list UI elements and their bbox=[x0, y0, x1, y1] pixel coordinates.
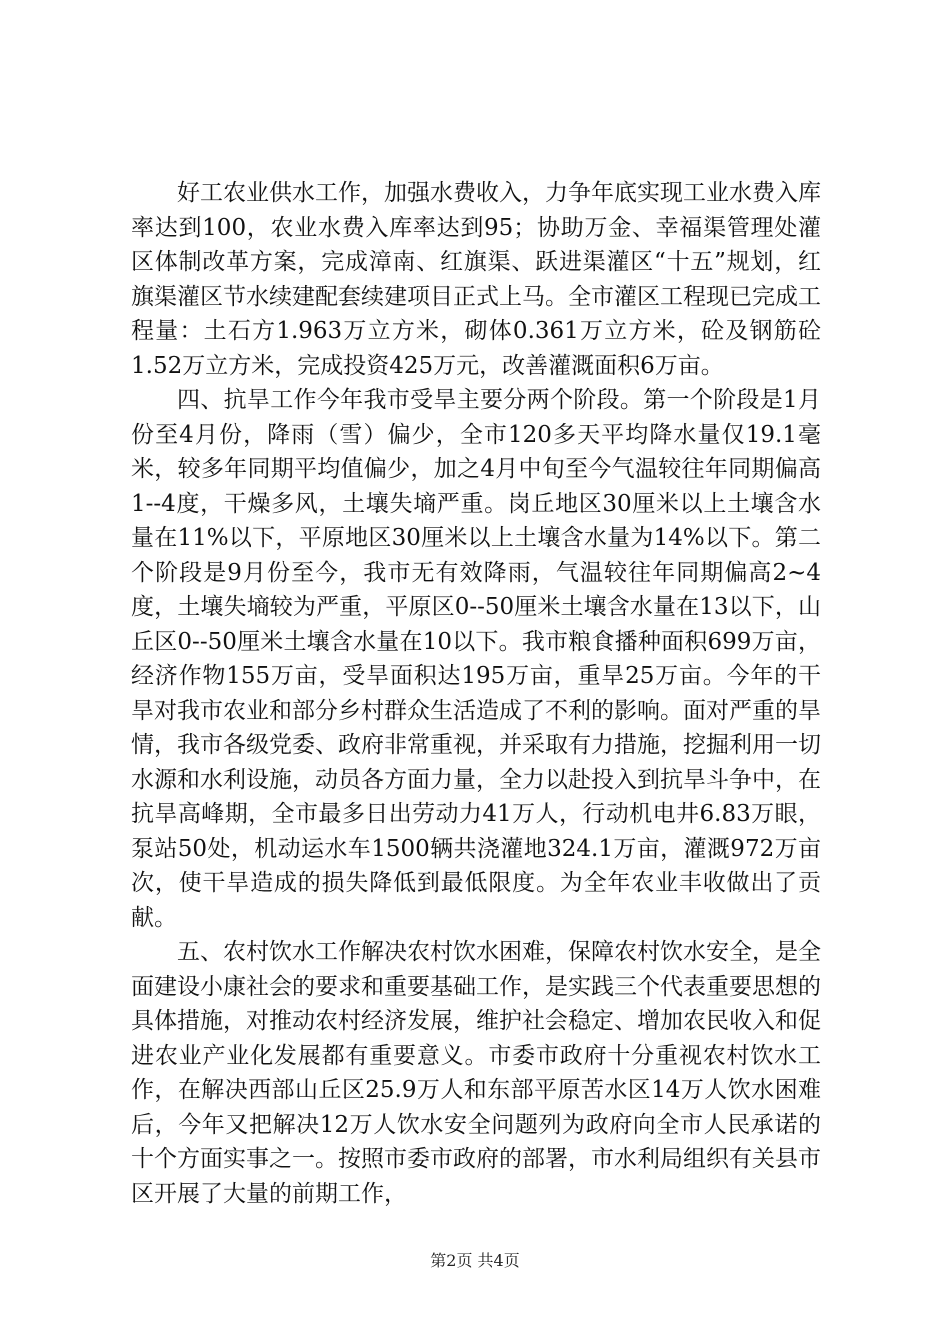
document-body bbox=[131, 176, 821, 1211]
page-number-footer: 第2页 共4页 bbox=[430, 1251, 520, 1270]
paragraph-water-supply: 好工农业供水工作，加强水费收入，力争年底实现工业水费入库率达到100，农业水费入库率达到95；协助万金、幸福渠管理处灌区体制改革方案，完成漳南、红旗渠、跃进渠灌区“十五”规划，红旗渠灌区节水续建配套续建项目正式上马。全市灌区工程现已完成工程量：土石方1.963万立方米，砌体0.361万立方米，砼及钢筋砼1.52万立方米，完成投资425万元，改善灌溉面积6万亩。 bbox=[131, 180, 821, 379]
paragraph-drought-relief: 四、抗旱工作今年我市受旱主要分两个阶段。第一个阶段是1月份至4月份，降雨（雪）偏少，全市120多天平均降水量仅19.1毫米，较多年同期平均值偏少，加之4月中旬至今气温较往年同期偏高1--4度，干燥多风，土壤失墒严重。岗丘地区30厘米以上土壤含水量在11%以下，平原地区30厘米以上土壤含水量为14%以下。第二个阶段是9月份至今，我市无有效降雨，气温较往年同期偏高2~4度，土壤失墒较为严重，平原区0--50厘米土壤含水量在13以下，山丘区0--50厘米土壤含水量在10以下。我市粮食播种面积699万亩，经济作物155万亩，受旱面积达195万亩，重旱25万亩。今年的干旱对我市农业和部分乡村群众生活造成了不利的影响。面对严重的旱情，我市各级党委、政府非常重视，并采取有力措施，挖掘利用一切水源和水利设施，动员各方面力量，全力以赴投入到抗旱斗争中，在抗旱高峰期，全市最多日出劳动力41万人，行动机电井6.83万眼，泵站50处，机动运水车1500辆共浇灌地324.1万亩，灌溉972万亩次，使干旱造成的损失降低到最低限度。为全年农业丰收做出了贡献。 bbox=[131, 387, 821, 931]
paragraph-rural-drinking-water: 五、农村饮水工作解决农村饮水困难，保障农村饮水安全，是全面建设小康社会的要求和重要基础工作，是实践三个代表重要思想的具体措施，对推动农村经济发展，维护社会稳定、增加农民收入和促进农业产业化发展都有重要意义。市委市政府十分重视农村饮水工作，在解决西部山丘区25.9万人和东部平原苦水区14万人饮水困难后，今年又把解决12万人饮水安全问题列为政府向全市人民承诺的十个方面实事之一。按照市委市政府的部署，市水利局组织有关县市区开展了大量的前期工作， bbox=[131, 939, 821, 1207]
